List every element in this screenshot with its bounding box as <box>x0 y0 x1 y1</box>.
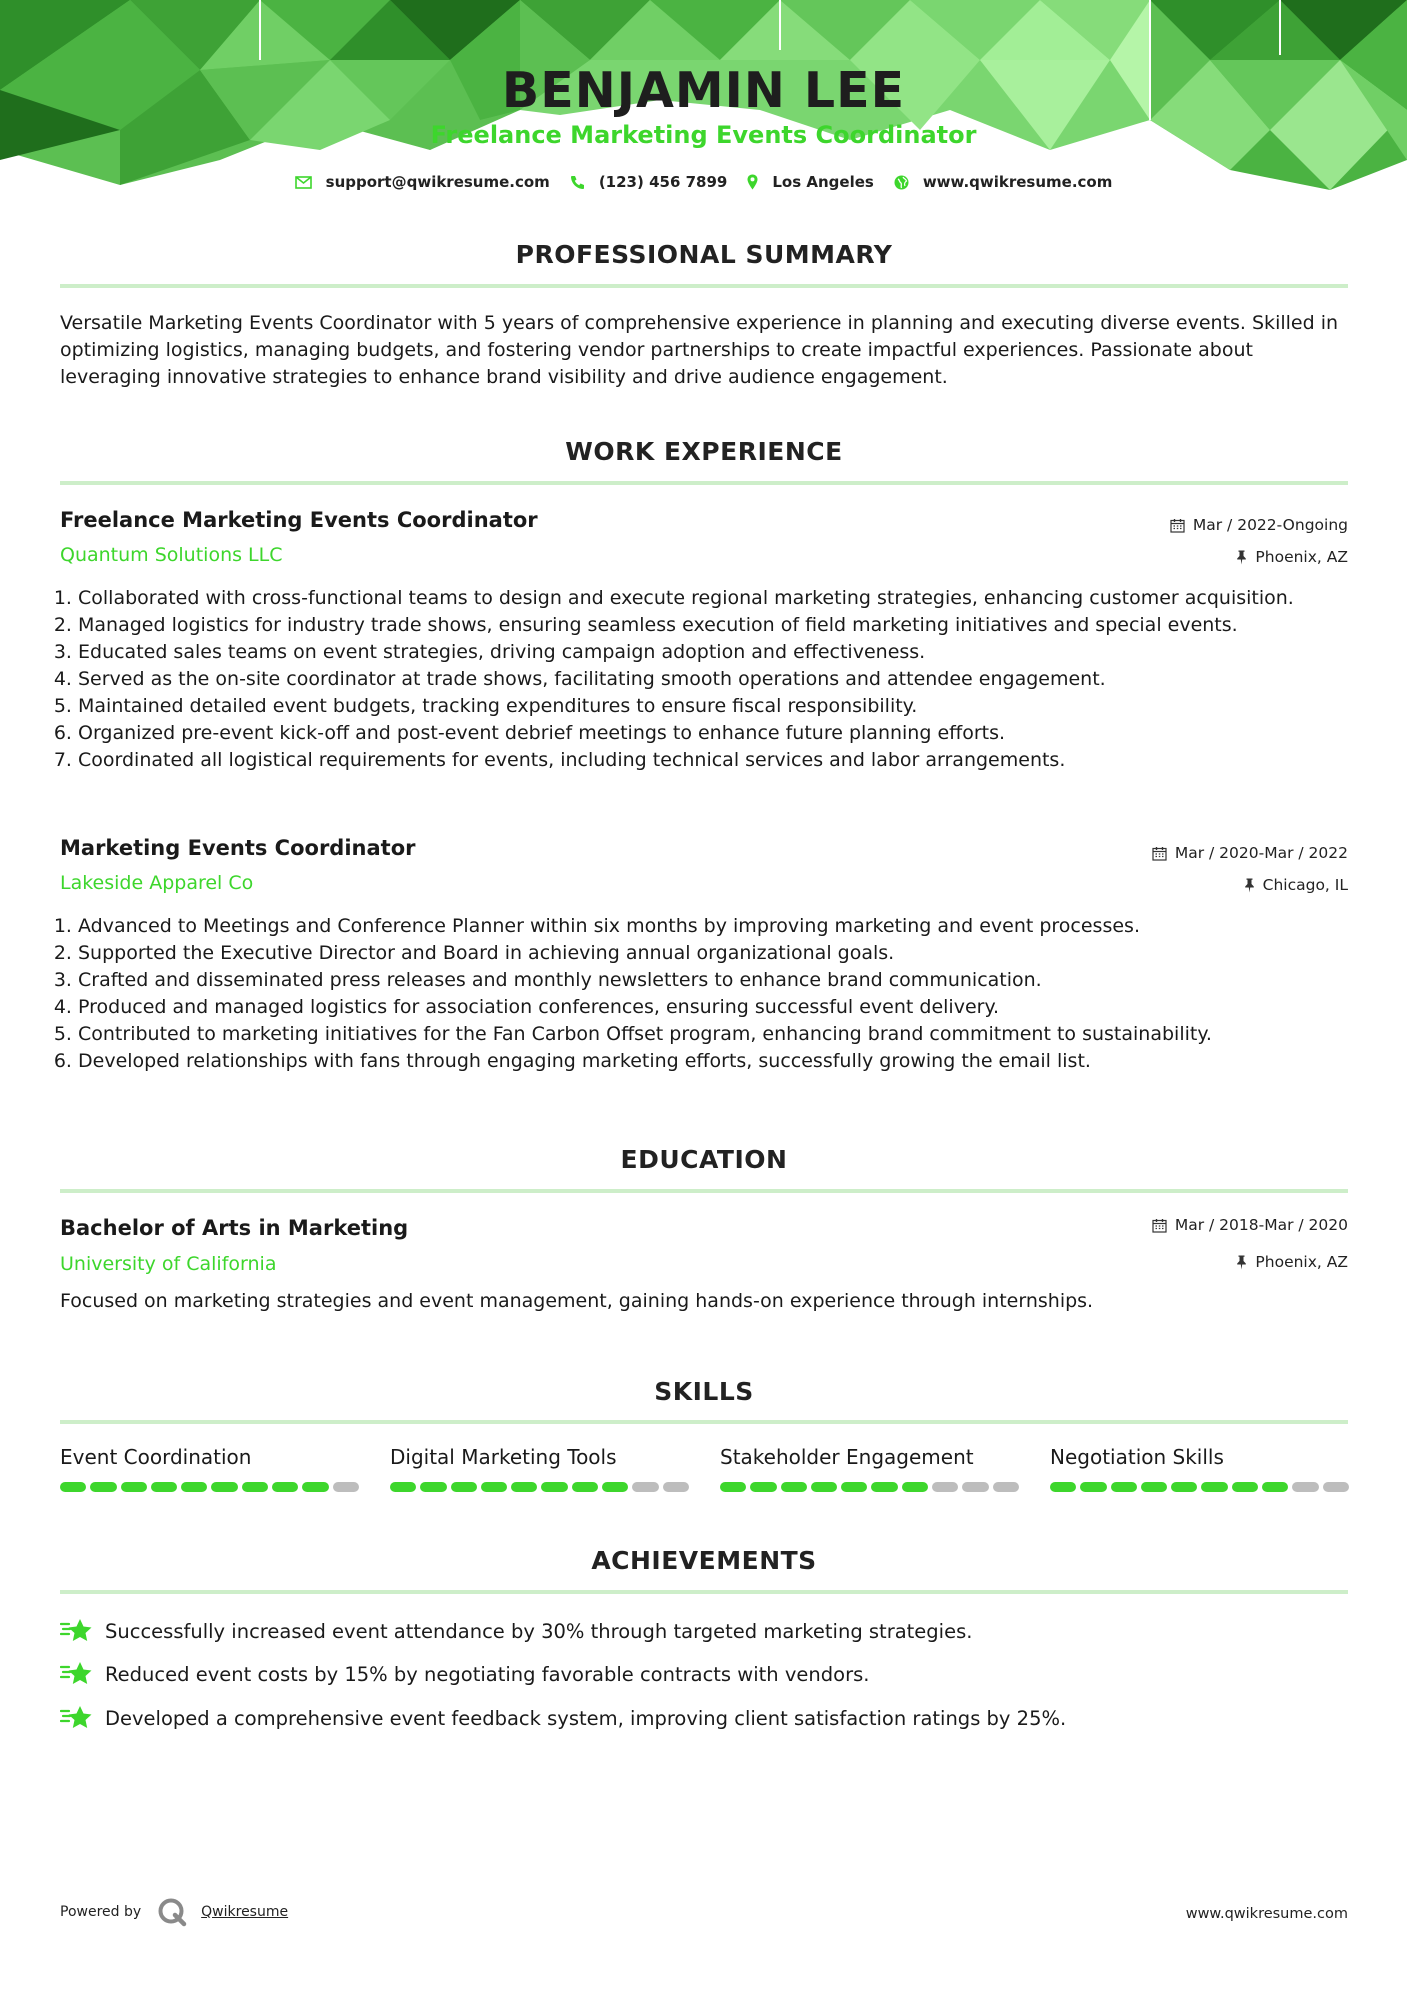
job-1-duties <box>60 585 1350 774</box>
skill-dot-empty <box>333 1482 359 1492</box>
skill-dot-filled <box>541 1482 567 1492</box>
skill-item <box>720 1445 1019 1492</box>
job-2-dates <box>1152 844 1348 862</box>
skill-dot-filled <box>121 1482 147 1492</box>
skill-dot-filled <box>781 1482 807 1492</box>
globe-icon <box>894 175 909 190</box>
skill-dot-filled <box>511 1482 537 1492</box>
skill-dot-filled <box>1111 1482 1137 1492</box>
skill-name: Digital Marketing Tools <box>390 1445 617 1469</box>
skill-dot-filled <box>720 1482 746 1492</box>
skill-dot-empty <box>632 1482 658 1492</box>
map-pin-icon <box>747 174 758 190</box>
list-item: 7. Coordinated all logistical requirements for events, including technical services and labor arrangements. <box>78 747 1350 774</box>
skill-name: Negotiation Skills <box>1050 1445 1224 1469</box>
summary-heading: PROFESSIONAL SUMMARY <box>515 240 893 269</box>
job-2-duties <box>60 913 1350 1075</box>
skill-dot-filled <box>1262 1482 1288 1492</box>
achievements-divider <box>60 1590 1348 1594</box>
skill-dot-filled <box>390 1482 416 1492</box>
skill-dot-filled <box>302 1482 328 1492</box>
job-1-dates-text: Mar / 2022-Ongoing <box>1192 516 1348 534</box>
list-item: 3. Crafted and disseminated press releases and monthly newsletters to enhance brand communication. <box>78 967 1350 994</box>
job-1-title: Freelance Marketing Events Coordinator <box>60 508 538 532</box>
calendar-icon <box>1152 1218 1167 1233</box>
skill-dot-filled <box>420 1482 446 1492</box>
skill-dot-filled <box>90 1482 116 1492</box>
list-item: 2. Supported the Executive Director and Board in achieving annual organizational goals. <box>78 940 1350 967</box>
skill-name: Event Coordination <box>60 1445 252 1469</box>
skill-item <box>60 1445 359 1492</box>
job-1-dates <box>1170 516 1348 534</box>
skill-dot-filled <box>151 1482 177 1492</box>
star-icon <box>60 1703 93 1733</box>
skill-dot-empty <box>962 1482 988 1492</box>
skill-item <box>390 1445 689 1492</box>
skill-dot-filled <box>1201 1482 1227 1492</box>
skill-dot-filled <box>211 1482 237 1492</box>
list-item: 2. Managed logistics for industry trade shows, ensuring seamless execution of field marketing initiatives and special events. <box>78 612 1350 639</box>
powered-by-label: Powered by <box>60 1904 142 1920</box>
skills-heading: SKILLS <box>654 1377 754 1406</box>
skill-meter <box>60 1482 359 1492</box>
skill-dot-filled <box>481 1482 507 1492</box>
education-dates-text: Mar / 2018-Mar / 2020 <box>1174 1216 1348 1234</box>
contact-phone-text: (123) 456 7899 <box>598 173 728 191</box>
achievement-text: Successfully increased event attendance by 30% through targeted marketing strategies. <box>105 1619 973 1643</box>
contact-location <box>747 173 873 191</box>
summary-text: Versatile Marketing Events Coordinator with 5 years of comprehensive experience in planning and executing diverse events. Skilled in optimizing logistics, managing budgets, and fostering vendor partnerships to create impactful experiences. Passionate about leveraging innovative strategies to enhance brand visibility and drive audience engagement. <box>60 312 1339 388</box>
skill-dot-filled <box>60 1482 86 1492</box>
list-item: 5. Maintained detailed event budgets, tracking expenditures to ensure fiscal responsibility. <box>78 693 1350 720</box>
achievement-text: Developed a comprehensive event feedback system, improving client satisfaction ratings by 25%. <box>105 1706 1067 1730</box>
achievements-heading: ACHIEVEMENTS <box>591 1546 817 1575</box>
pushpin-icon <box>1244 878 1255 893</box>
education-divider <box>60 1189 1348 1193</box>
achievement-item <box>60 1703 1066 1733</box>
education-location <box>1236 1253 1348 1271</box>
skill-dot-filled <box>572 1482 598 1492</box>
skill-dot-filled <box>750 1482 776 1492</box>
skill-dot-filled <box>242 1482 268 1492</box>
candidate-title: Freelance Marketing Events Coordinator <box>430 121 977 149</box>
skill-dot-empty <box>993 1482 1019 1492</box>
list-item: 5. Contributed to marketing initiatives for the Fan Carbon Offset program, enhancing brand commitment to sustainability. <box>78 1021 1350 1048</box>
list-item: 3. Educated sales teams on event strategies, driving campaign adoption and effectiveness. <box>78 639 1350 666</box>
skill-dot-empty <box>1292 1482 1318 1492</box>
list-item: 1. Advanced to Meetings and Conference Planner within six months by improving marketing and event processes. <box>78 913 1350 940</box>
skills-list <box>60 1445 1350 1492</box>
contact-website[interactable] <box>894 173 1113 191</box>
skill-dot-filled <box>841 1482 867 1492</box>
list-item: 4. Served as the on-site coordinator at trade shows, facilitating smooth operations and attendee engagement. <box>78 666 1350 693</box>
education-description: Focused on marketing strategies and event management, gaining hands-on experience through internships. <box>60 1290 1094 1312</box>
achievement-item <box>60 1616 972 1646</box>
job-2-location-text: Chicago, IL <box>1262 876 1348 894</box>
skill-dot-filled <box>1080 1482 1106 1492</box>
skill-dot-filled <box>272 1482 298 1492</box>
skill-dot-empty <box>932 1482 958 1492</box>
skill-meter <box>390 1482 689 1492</box>
contact-bar <box>0 173 1407 191</box>
footer-powered-by <box>60 1897 288 1927</box>
pushpin-icon <box>1236 550 1247 565</box>
job-1-company: Quantum Solutions LLC <box>60 544 283 566</box>
job-2-company: Lakeside Apparel Co <box>60 872 254 894</box>
star-icon <box>60 1659 93 1689</box>
phone-icon <box>570 175 585 190</box>
experience-divider <box>60 481 1348 485</box>
qwikresume-logo-icon <box>157 1897 187 1927</box>
skill-item <box>1050 1445 1349 1492</box>
calendar-icon <box>1170 518 1185 533</box>
contact-phone[interactable] <box>570 173 728 191</box>
education-school: University of California <box>60 1253 277 1275</box>
job-2-title: Marketing Events Coordinator <box>60 836 416 860</box>
skill-dot-filled <box>1141 1482 1167 1492</box>
list-item: 6. Organized pre-event kick-off and post-event debrief meetings to enhance future planning efforts. <box>78 720 1350 747</box>
skill-dot-filled <box>1232 1482 1258 1492</box>
star-icon <box>60 1616 93 1646</box>
education-degree: Bachelor of Arts in Marketing <box>60 1216 409 1240</box>
job-1-location-text: Phoenix, AZ <box>1255 548 1348 566</box>
footer-website[interactable]: www.qwikresume.com <box>1185 1906 1348 1922</box>
skill-dot-filled <box>871 1482 897 1492</box>
contact-location-text: Los Angeles <box>772 173 874 191</box>
calendar-icon <box>1152 846 1167 861</box>
achievement-text: Reduced event costs by 15% by negotiating favorable contracts with vendors. <box>105 1662 870 1686</box>
envelope-icon <box>295 176 312 189</box>
skill-name: Stakeholder Engagement <box>720 1445 974 1469</box>
education-location-text: Phoenix, AZ <box>1255 1253 1348 1271</box>
job-2-location <box>1244 876 1348 894</box>
skill-dot-filled <box>1171 1482 1197 1492</box>
pushpin-icon <box>1236 1255 1247 1270</box>
skill-dot-filled <box>451 1482 477 1492</box>
candidate-name: BENJAMIN LEE <box>501 62 906 119</box>
contact-email[interactable] <box>295 173 550 191</box>
job-2-dates-text: Mar / 2020-Mar / 2022 <box>1174 844 1348 862</box>
qwikresume-link[interactable]: Qwikresume <box>201 1904 289 1920</box>
skill-meter <box>720 1482 1019 1492</box>
skill-dot-filled <box>811 1482 837 1492</box>
skill-dot-filled <box>1050 1482 1076 1492</box>
skill-dot-filled <box>181 1482 207 1492</box>
education-dates <box>1152 1216 1348 1234</box>
job-1-location <box>1236 548 1348 566</box>
education-heading: EDUCATION <box>620 1145 788 1174</box>
contact-website-text: www.qwikresume.com <box>922 173 1113 191</box>
skill-meter <box>1050 1482 1349 1492</box>
summary-divider <box>60 284 1348 288</box>
skill-dot-empty <box>1323 1482 1349 1492</box>
achievement-item <box>60 1659 869 1689</box>
experience-heading: WORK EXPERIENCE <box>565 437 843 466</box>
skill-dot-filled <box>602 1482 628 1492</box>
list-item: 4. Produced and managed logistics for association conferences, ensuring successful event delivery. <box>78 994 1350 1021</box>
list-item: 1. Collaborated with cross-functional teams to design and execute regional marketing strategies, enhancing customer acquisition. <box>78 585 1350 612</box>
skills-divider <box>60 1420 1348 1424</box>
contact-email-text: support@qwikresume.com <box>325 173 550 191</box>
skill-dot-filled <box>902 1482 928 1492</box>
list-item: 6. Developed relationships with fans through engaging marketing efforts, successfully growing the email list. <box>78 1048 1350 1075</box>
skill-dot-empty <box>663 1482 689 1492</box>
